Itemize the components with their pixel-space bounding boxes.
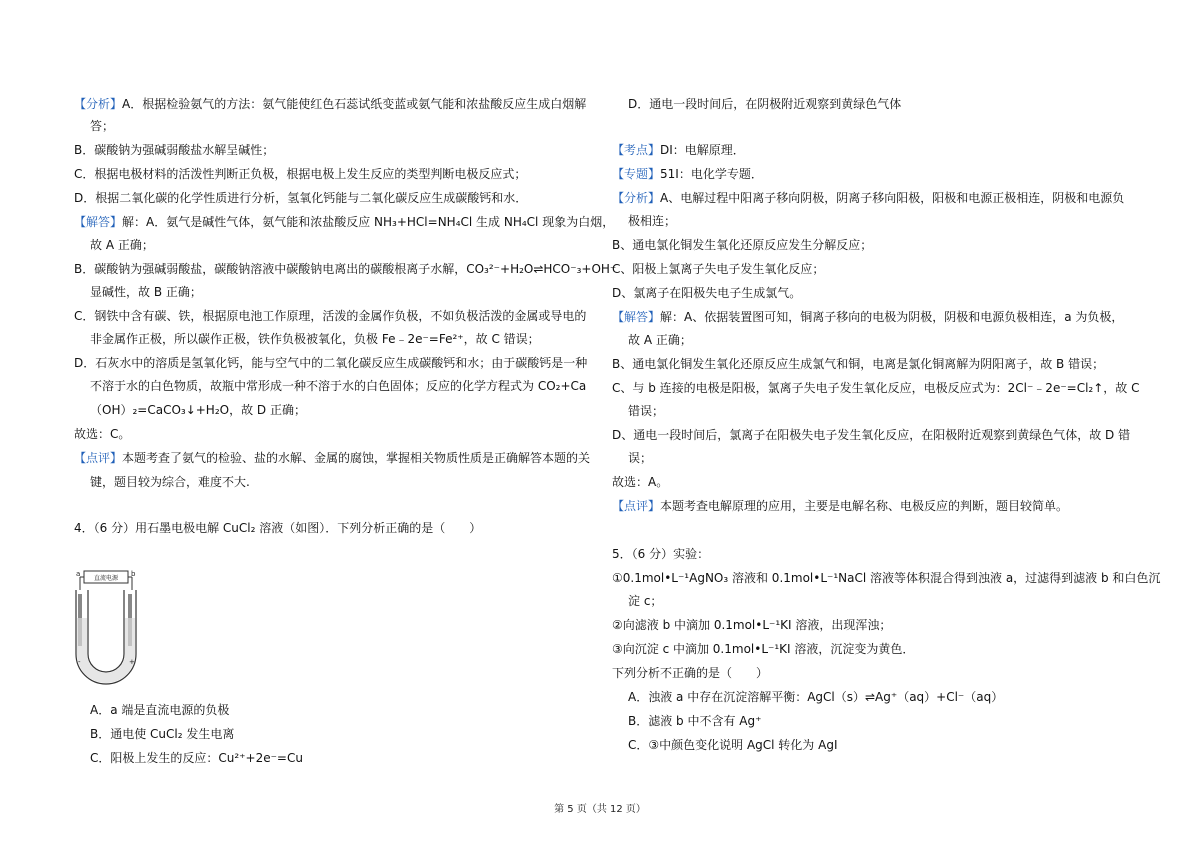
electrolysis-diagram <box>74 568 154 686</box>
question-4-option-b: B．通电使 CuCl₂ 发生电离 <box>90 727 235 741</box>
r-solution-line-d1: D、通电一段时间后，氯离子在阳极失电子发生氧化反应，在阳极附近观察到黄绿色气体，故 D 错 <box>612 428 1131 442</box>
comment-line-2: 键，题目较为综合，难度不大. <box>90 475 250 489</box>
analysis-line-a2: 答； <box>90 119 115 133</box>
analysis-line-b: B．碳酸钠为强碱弱酸盐水解呈碱性； <box>74 143 275 157</box>
diagram-terminal-b: b <box>131 570 136 578</box>
question-4-option-c: C．阳极上发生的反应：Cu²⁺+2e⁻=Cu <box>90 751 303 765</box>
r-solution-tag: 【解答】 <box>612 310 661 324</box>
r-solution-line-b: B、通电氯化铜发生氧化还原反应生成氯气和铜，电离是氯化铜离解为阴阳离子，故 B 错误； <box>612 357 1105 371</box>
r-comment-line: 【点评】本题考查电解原理的应用，主要是电解名称、电极反应的判断，题目较简单。 <box>612 499 1069 513</box>
svg-text:+: + <box>129 658 135 666</box>
question-5-option-c: C．③中颜色变化说明 AgCl 转化为 AgI <box>628 738 838 752</box>
kaodian-tag: 【考点】 <box>612 143 661 157</box>
solution-line-c1: C．钢铁中含有碳、铁，根据原电池工作原理，活泼的金属作负极，不如负极活泼的金属或导电的 <box>74 309 587 323</box>
solution-line-b1: B．碳酸钠为强碱弱酸盐，碳酸钠溶液中碳酸钠电离出的碳酸根离子水解，CO₃²⁻+H₂O⇌HCO⁻₃+OH⁻ <box>74 262 617 276</box>
analysis-line-a1: 【分析】A．根据检验氨气的方法：氨气能使红色石蕊试纸变蓝或氨气能和浓盐酸反应生成白烟解 <box>74 97 587 111</box>
question-5-stem: 5．（6 分）实验： <box>612 547 710 561</box>
solution-tag: 【解答】 <box>74 215 123 229</box>
r-analysis-line-c: C、阳极上氯离子失电子发生氧化反应； <box>612 262 825 276</box>
r-solution-line-c1: C、与 b 连接的电极是阳极，氯离子失电子发生氧化反应，电极反应式为：2Cl⁻﹣2e⁻=Cl₂↑，故 C <box>612 381 1140 395</box>
r-analysis-tag: 【分析】 <box>612 191 661 205</box>
solution-line-a1: 【解答】解：A．氨气是碱性气体，氨气能和浓盐酸反应 NH₃+HCl=NH₄Cl 生成 NH₄Cl 现象为白烟， <box>74 215 615 229</box>
zhuanti-line: 【专题】51I：电化学专题． <box>612 167 763 181</box>
r-analysis-line-b: B、通电氯化铜发生氧化还原反应发生分解反应； <box>612 238 873 252</box>
question-5-step-3: ③向沉淀 c 中滴加 0.1mol•L⁻¹KI 溶液，沉淀变为黄色． <box>612 642 915 656</box>
electrolysis-u-tube-icon <box>74 568 154 686</box>
analysis-line-c: C．根据电极材料的活泼性判断正负极，根据电极上发生反应的类型判断电极反应式； <box>74 167 527 181</box>
solution-line-c2: 非金属作正极，所以碳作正极，铁作负极被氧化，负极 Fe﹣2e⁻=Fe²⁺，故 C 错误； <box>90 332 540 346</box>
question-5-step-1a: ①0.1mol•L⁻¹AgNO₃ 溶液和 0.1mol•L⁻¹NaCl 溶液等体积混合得到浊液 a，过滤得到滤液 b 和白色沉 <box>612 571 1161 585</box>
analysis-tag: 【分析】 <box>74 97 123 111</box>
question-5-option-b: B．滤液 b 中不含有 Ag⁺ <box>628 714 762 728</box>
question-4-option-a: A．a 端是直流电源的负极 <box>90 703 230 717</box>
page-footer: 第 5 页（共 12 页） <box>554 804 646 815</box>
solution-line-a2: 故 A 正确； <box>90 238 154 252</box>
svg-text:-: - <box>78 658 81 666</box>
question-5-step-1b: 淀 c； <box>628 594 663 608</box>
r-comment-tag: 【点评】 <box>612 499 661 513</box>
analysis-line-d: D．根据二氧化碳的化学性质进行分析，氢氧化钙能与二氧化碳反应生成碳酸钙和水． <box>74 191 528 205</box>
question-5-ask: 下列分析不正确的是（ ） <box>612 666 769 680</box>
r-solution-line-d2: 误； <box>628 451 653 465</box>
r-analysis-line-d: D、氯离子在阳极失电子生成氯气。 <box>612 286 802 300</box>
solution-line-d1: D．石灰水中的溶质是氢氧化钙，能与空气中的二氧化碳反应生成碳酸钙和水；由于碳酸钙是一种 <box>74 356 588 370</box>
question-4-stem: 4．（6 分）用石墨电极电解 CuCl₂ 溶液（如图）．下列分析正确的是（ ） <box>74 521 482 535</box>
question-5-step-2: ②向滤液 b 中滴加 0.1mol•L⁻¹KI 溶液，出现浑浊； <box>612 618 892 632</box>
question-5-option-a: A．浊液 a 中存在沉淀溶解平衡：AgCl（s）⇌Ag⁺（aq）+Cl⁻（aq） <box>628 690 1004 704</box>
kaodian-line: 【考点】DI：电解原理． <box>612 143 745 157</box>
r-analysis-line-a2: 极相连； <box>628 214 677 228</box>
solution-choice: 故选：C。 <box>74 427 131 441</box>
diagram-terminal-a: a <box>76 570 81 578</box>
r-solution-line-a2: 故 A 正确； <box>628 333 692 347</box>
zhuanti-tag: 【专题】 <box>612 167 661 181</box>
r-solution-line-a1: 【解答】解：A、依据装置图可知，铜离子移向的电极为阴极，阴极和电源负极相连，a 为负极， <box>612 310 1124 324</box>
r-solution-line-c2: 错误； <box>628 404 665 418</box>
r-solution-choice: 故选：A。 <box>612 475 669 489</box>
comment-line-1: 【点评】本题考查了氨气的检验、盐的水解、金属的腐蚀，掌握相关物质性质是正确解答本题的关 <box>74 451 591 465</box>
comment-tag: 【点评】 <box>74 451 123 465</box>
diagram-power-label: 直流电源 <box>93 575 119 582</box>
solution-line-b2: 显碱性，故 B 正确； <box>90 285 202 299</box>
question-4-option-d: D．通电一段时间后，在阴极附近观察到黄绿色气体 <box>628 97 902 111</box>
r-analysis-line-a1: 【分析】A、电解过程中阳离子移向阴极，阴离子移向阳极，阳极和电源正极相连，阴极和电源负 <box>612 191 1125 205</box>
solution-line-d2: 不溶于水的白色物质，故瓶中常形成一种不溶于水的白色固体；反应的化学方程式为 CO₂+Ca <box>90 379 587 393</box>
solution-line-d3: （OH）₂=CaCO₃↓+H₂O，故 D 正确； <box>90 403 306 417</box>
